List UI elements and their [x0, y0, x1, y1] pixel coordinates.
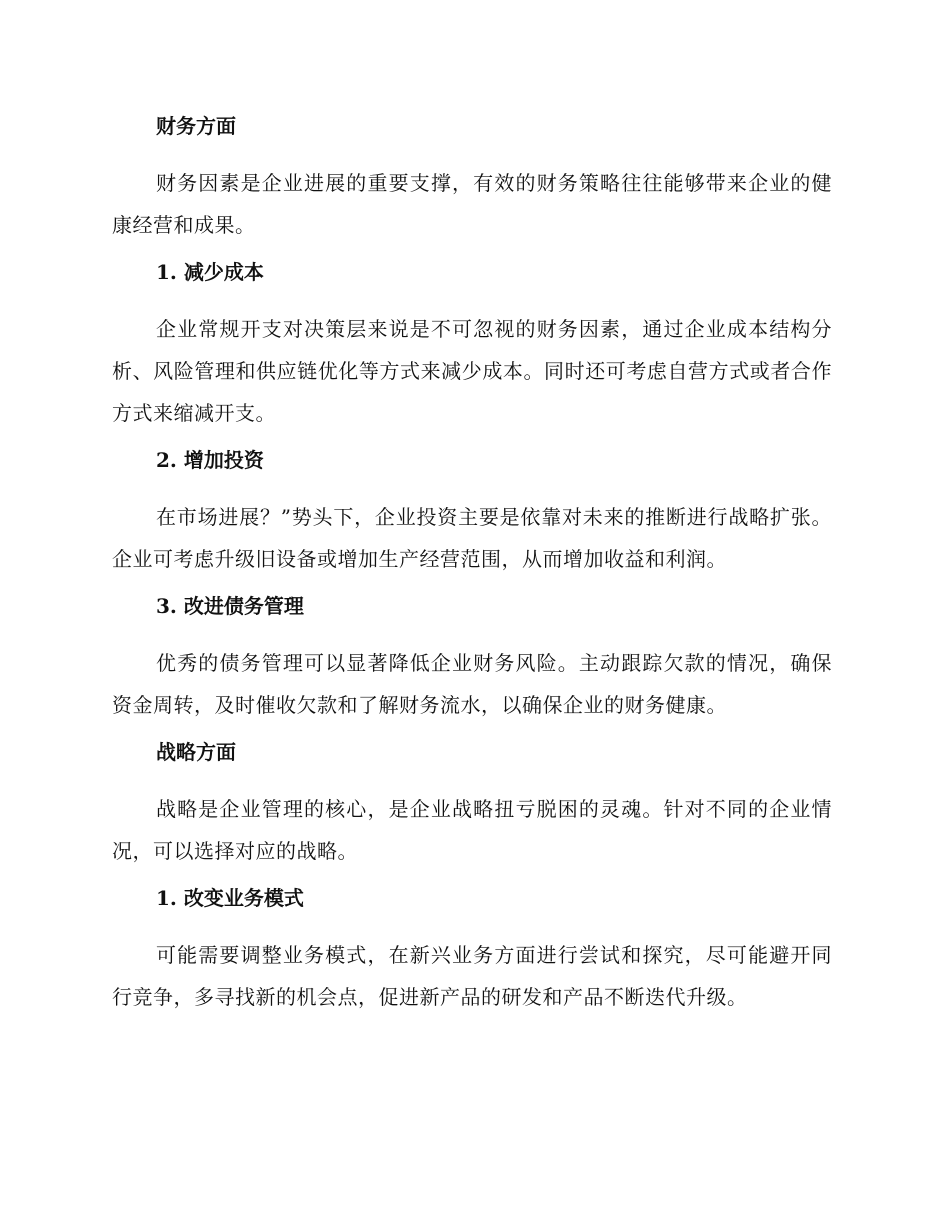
document-body — [112, 110, 832, 1028]
paragraph-business-model: 可能需要调整业务模式，在新兴业务方面进行尝试和探究，尽可能避开同行竞争，多寻找新的机会点，促进新产品的研发和产品不断迭代升级。 — [112, 943, 832, 1009]
paragraph-debt-management: 优秀的债务管理可以显著降低企业财务风险。主动跟踪欠款的情况，确保资金周转，及时催收欠款和了解财务流水，以确保企业的财务健康。 — [112, 651, 832, 717]
section-heading-finance: 财务方面 — [156, 114, 236, 138]
subheading-business-model: 1. 改变业务模式 — [156, 886, 304, 910]
section-heading-strategy: 战略方面 — [156, 740, 236, 764]
paragraph-increase-investment: 在市场进展？”势头下，企业投资主要是依靠对未来的推断进行战略扩张。企业可考虑升级旧设备或增加生产经营范围，从而增加收益和利润。 — [112, 505, 832, 571]
paragraph-reduce-cost: 企业常规开支对决策层来说是不可忽视的财务因素，通过企业成本结构分析、风险管理和供应链优化等方式来减少成本。同时还可考虑自营方式或者合作方式来缩减开支。 — [112, 317, 832, 425]
subheading-debt-management: 3. 改进债务管理 — [156, 594, 304, 618]
subheading-reduce-cost: 1. 减少成本 — [156, 260, 264, 284]
paragraph-finance-intro: 财务因素是企业进展的重要支撑，有效的财务策略往往能够带来企业的健康经营和成果。 — [112, 171, 832, 237]
subheading-increase-investment: 2. 增加投资 — [156, 448, 264, 472]
paragraph-strategy-intro: 战略是企业管理的核心，是企业战略扭亏脱困的灵魂。针对不同的企业情况，可以选择对应的战略。 — [112, 797, 832, 863]
